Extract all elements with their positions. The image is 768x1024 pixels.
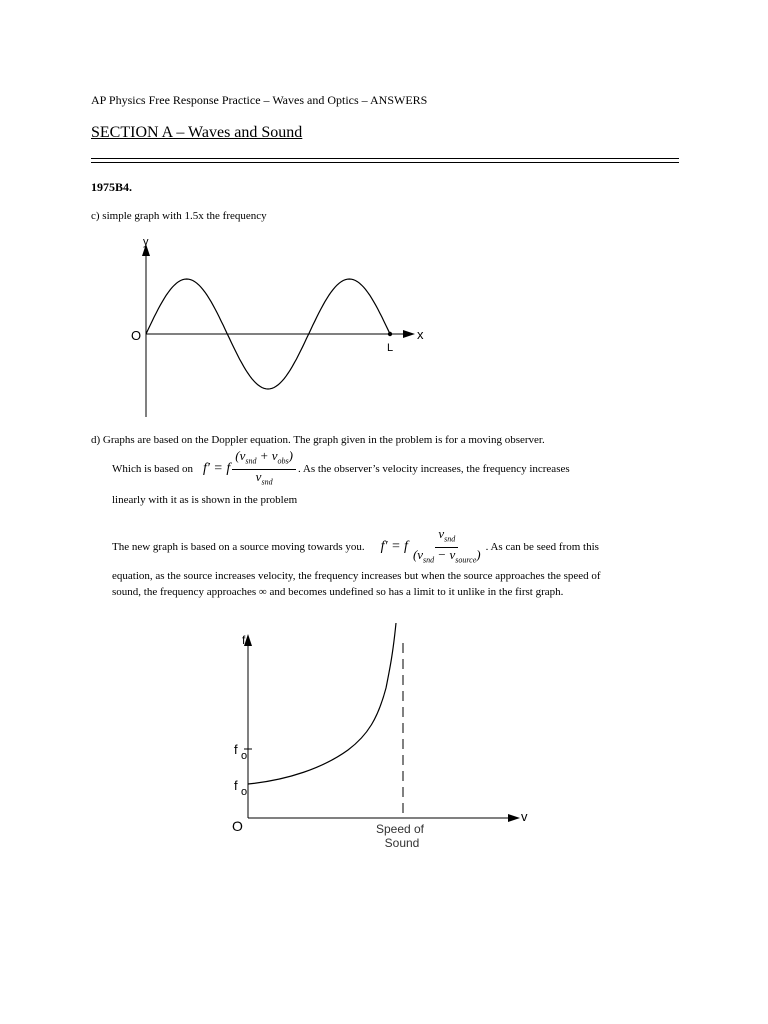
part-d-line4: equation, as the source increases velocity, the frequency increases but when the source approaches the speed of [112, 570, 601, 582]
x-axis-label: x [417, 327, 424, 342]
part-d-line2: linearly with it as is shown in the problem [112, 494, 298, 506]
speed-label-line2: Sound [384, 836, 420, 850]
f0-upper-sub: o [241, 750, 248, 762]
divider-bottom [91, 162, 679, 163]
divider-top [91, 158, 679, 159]
f0-lower-label: f [234, 778, 238, 793]
doppler-graph [228, 618, 538, 858]
origin-label: O [131, 328, 142, 343]
eq2-fraction [410, 527, 484, 567]
eq2-lhs: f′ = f [380, 539, 408, 555]
line3-prefix: The new graph is based on a source moving towards you. [112, 541, 365, 554]
section-title: SECTION A – Waves and Sound [91, 124, 303, 141]
eq1-numerator: $(v_{snd} + v_{obs})$ [232, 449, 296, 470]
problem-id: 1975B4. [91, 180, 133, 194]
v-axis-label: v [521, 809, 528, 824]
end-label: L [387, 342, 394, 354]
eq2-denominator: $(v_{snd} - v_{source})$ [412, 546, 481, 565]
eq1-lhs: f′ = f [202, 461, 231, 477]
line1-suffix: . As the observer’s velocity increases, the frequency increases [298, 463, 570, 476]
part-c-text: c) simple graph with 1.5x the frequency [91, 210, 267, 222]
part-d-line3 [112, 527, 599, 567]
eq1-fraction [232, 449, 296, 489]
sine-wave-graph [125, 232, 435, 422]
speed-label-line1: Speed of [375, 822, 425, 836]
page-header: AP Physics Free Response Practice – Waves and Optics – ANSWERS [91, 93, 428, 107]
part-d-line5: sound, the frequency approaches ∞ and becomes undefined so has a limit to it unlike in the first graph. [112, 586, 564, 598]
line3-suffix: . As can be seed from this [485, 541, 599, 554]
f0-upper-label: f [234, 742, 238, 757]
y-axis-label: y [143, 236, 149, 248]
v-axis-arrow-icon [508, 814, 520, 822]
eq2-numerator: $v_{snd}$ [435, 527, 458, 548]
part-d-line1 [112, 449, 570, 489]
f0-lower-sub: o [241, 786, 248, 798]
line1-prefix: Which is based on [112, 463, 193, 476]
x-axis-arrow-icon [403, 330, 415, 338]
part-d-intro: d) Graphs are based on the Doppler equation. The graph given in the problem is for a moving observer. [91, 434, 545, 446]
f-axis-label: f [242, 633, 246, 647]
frequency-curve [248, 623, 396, 784]
eq1-denominator: $v_{snd}$ [255, 468, 273, 487]
graph2-origin-label: O [232, 818, 243, 834]
